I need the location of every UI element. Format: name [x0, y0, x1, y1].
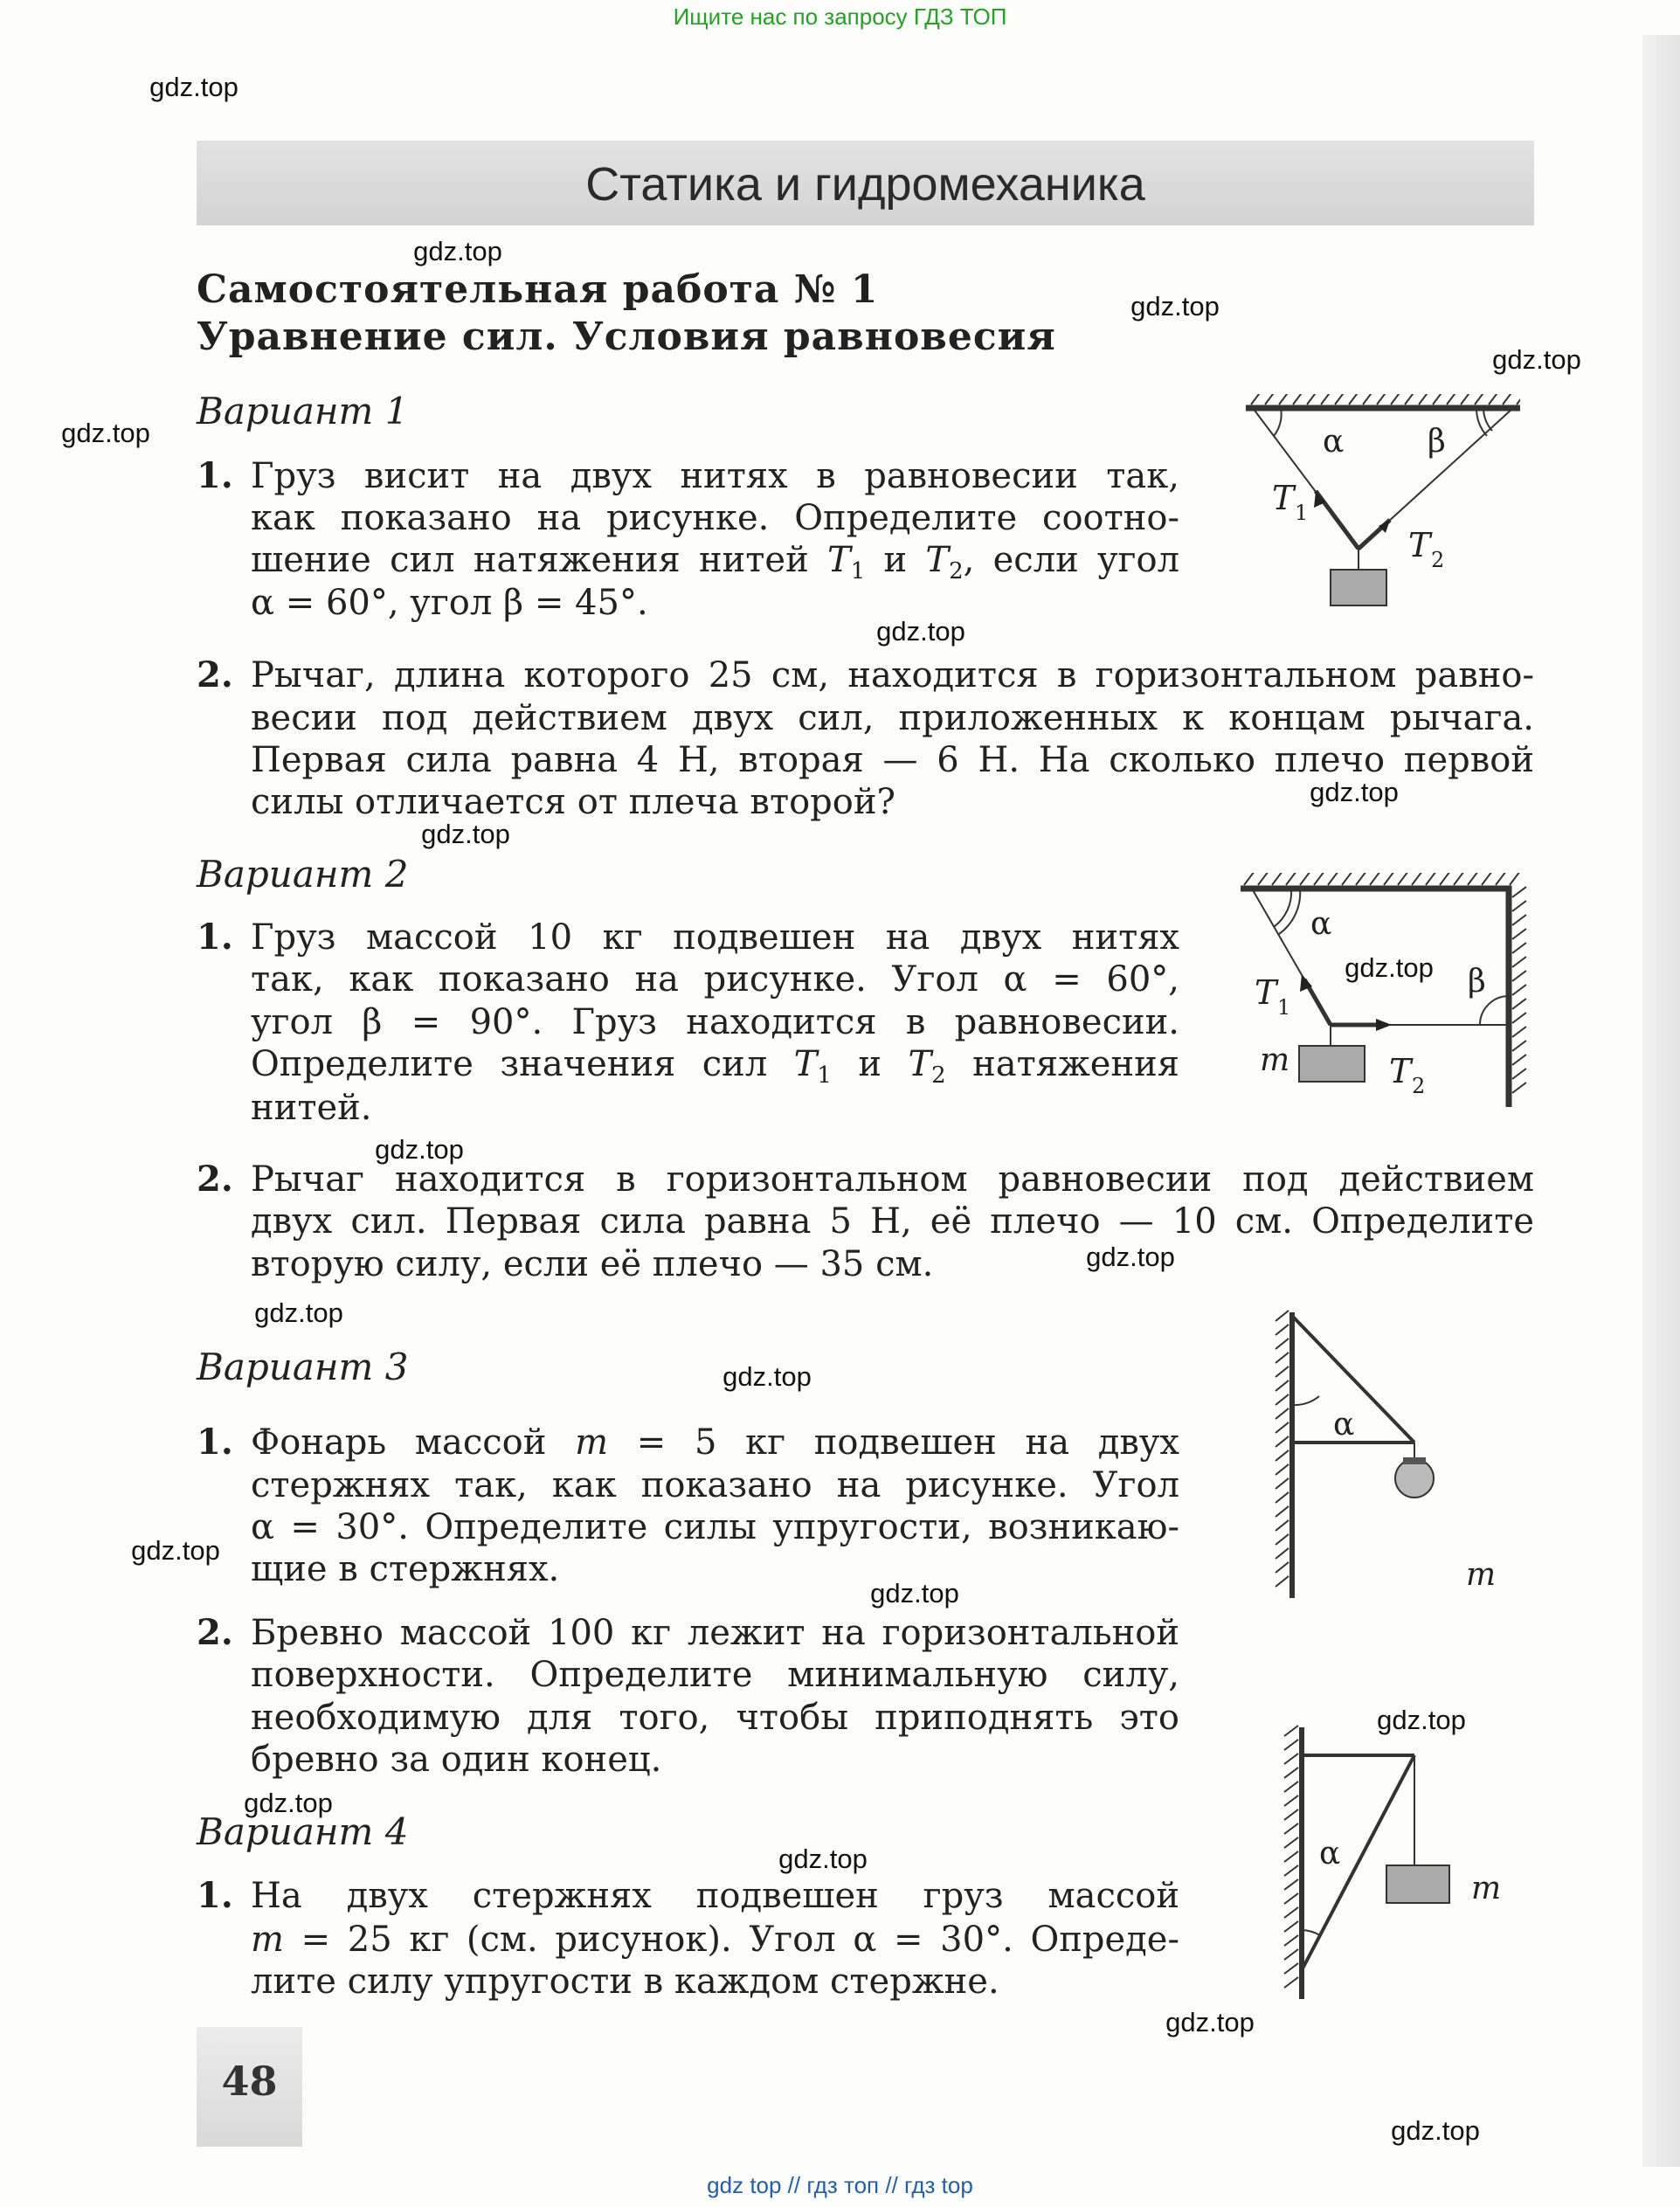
task-text-line — [251, 1739, 1179, 1781]
hatch-mark — [1512, 1055, 1526, 1065]
task-text-line — [251, 1875, 1179, 1917]
math-variable: T — [827, 540, 851, 580]
text-segment: Рычаг, длина которого 25 см, находится в горизонтальном равно- — [251, 655, 1534, 695]
hatch-mark — [1440, 873, 1450, 885]
hatch-mark — [1276, 1408, 1289, 1419]
variant-title: Вариант 4 — [197, 1810, 409, 1853]
text-segment: и — [831, 1044, 909, 1084]
text-segment: нитей. — [251, 1088, 372, 1128]
hatch-mark — [1258, 873, 1269, 885]
hatch-mark — [1512, 957, 1526, 967]
task-text-line — [251, 1464, 1179, 1506]
hatch-mark — [1279, 394, 1289, 405]
hatch-mark — [1496, 873, 1506, 885]
mass-label: m — [1471, 1871, 1502, 1906]
hatch-mark — [1412, 873, 1422, 885]
subscript: 2 — [931, 1062, 946, 1089]
hatch-mark — [1276, 1548, 1289, 1559]
watermark-text: gdz.top — [244, 1788, 333, 1818]
variant-title: Вариант 3 — [197, 1346, 409, 1388]
text-segment: Первая сила равна 4 Н, вторая — 6 Н. На сколько плечо первой — [251, 740, 1534, 780]
watermark-text: gdz.top — [1391, 2115, 1480, 2146]
hatch-mark — [1433, 394, 1443, 405]
t2-label: T — [1389, 1052, 1412, 1090]
footer-links[interactable]: gdz top // гдз топ // гдз top — [707, 2172, 973, 2198]
task-text-line — [251, 1243, 1534, 1285]
text-segment: Груз массой 10 кг подвешен на двух нитях — [251, 917, 1179, 958]
text-segment: шение сил натяжения нитей — [251, 540, 828, 580]
hatch-mark — [1272, 873, 1282, 885]
text-segment: весии под действием двух сил, приложенных к концам рычага. — [251, 698, 1534, 738]
hatch-mark — [1284, 1949, 1298, 1960]
mass-label: m — [1260, 1042, 1290, 1078]
math-variable: m — [575, 1422, 609, 1463]
hatch-mark — [1461, 394, 1471, 405]
watermark-text: gdz.top — [421, 819, 510, 849]
hatch-mark — [1370, 873, 1380, 885]
watermark-text: gdz.top — [722, 1361, 812, 1392]
t1-label: T — [1255, 973, 1277, 1012]
hatch-mark — [1284, 1921, 1298, 1932]
hatch-mark — [1276, 1311, 1289, 1321]
hatch-mark — [1384, 873, 1394, 885]
hatch-mark — [1284, 1879, 1298, 1890]
watermark-text: gdz.top — [1130, 291, 1220, 322]
hatch-mark — [1503, 394, 1513, 405]
watermark-text: gdz.top — [149, 72, 239, 102]
hatch-mark — [1512, 1069, 1526, 1079]
hatch-mark — [1512, 929, 1526, 939]
hatch-mark — [1512, 971, 1526, 981]
hatch-mark — [1405, 394, 1415, 405]
page-number: 48 — [221, 2058, 278, 2105]
watermark-text: gdz.top — [254, 1297, 343, 1328]
hatch-mark — [1510, 873, 1520, 885]
hatch-mark — [1284, 1893, 1298, 1904]
hatch-mark — [1276, 1576, 1289, 1587]
text-segment: На двух стержнях подвешен груз массой — [251, 1876, 1179, 1916]
hatch-mark — [1276, 1325, 1289, 1335]
task-text-line — [251, 1697, 1179, 1739]
hatch-mark — [1276, 1380, 1289, 1391]
math-variable: m — [251, 1920, 284, 1960]
hatch-mark — [1284, 1977, 1298, 1988]
task-text-line — [251, 1654, 1179, 1696]
hatch-mark — [1512, 1013, 1526, 1023]
hatch-mark — [1284, 1837, 1298, 1848]
hatch-mark — [1512, 1027, 1526, 1037]
beta-label: β — [1428, 424, 1446, 460]
task-text-line — [251, 739, 1534, 781]
text-segment: поверхности. Определите минимальную силу, — [251, 1655, 1179, 1695]
task-text-line — [251, 1001, 1179, 1043]
task-text-line — [251, 1200, 1534, 1242]
text-segment: α = 30°. Определите силы упругости, возникаю- — [251, 1507, 1179, 1547]
hatch-mark — [1512, 1083, 1526, 1093]
subscript: 1 — [850, 558, 866, 585]
hatch-mark — [1284, 1726, 1298, 1736]
text-segment: натяжения — [945, 1044, 1179, 1084]
t1-label: T — [1272, 479, 1295, 517]
subscript: 1 — [817, 1062, 832, 1089]
hatch-mark — [1293, 394, 1303, 405]
hatch-mark — [1335, 394, 1345, 405]
text-segment: силы отличается от плеча второй? — [251, 782, 895, 822]
hatch-mark — [1419, 394, 1429, 405]
watermark-text: gdz.top — [778, 1844, 868, 1874]
text-segment: угол β = 90°. Груз находится в равновесии. — [251, 1002, 1179, 1042]
hatch-mark — [1276, 1534, 1289, 1545]
beta-label: β — [1468, 964, 1486, 1000]
hatch-mark — [1512, 887, 1526, 897]
t1-sub: 1 — [1295, 501, 1309, 525]
watermark-text: gdz.top — [1086, 1242, 1175, 1272]
text-segment: , если угол — [963, 540, 1180, 580]
watermark-text: gdz.top — [61, 418, 150, 448]
task-number: 2. — [197, 1612, 233, 1653]
text-segment: щие в стержнях. — [251, 1549, 560, 1589]
hatch-mark — [1328, 873, 1338, 885]
watermark-text: gdz.top — [1310, 777, 1399, 807]
hatch-mark — [1276, 1562, 1289, 1573]
task-text-line — [251, 1506, 1179, 1548]
figure-variant1-two-threads — [1246, 394, 1520, 612]
task-text-line — [251, 1612, 1179, 1654]
text-segment: двух сил. Первая сила равна 5 Н, её плечо — 10 см. Определите — [251, 1201, 1534, 1242]
hatch-mark — [1284, 1768, 1298, 1778]
figure-variant3-lantern — [1274, 1309, 1499, 1598]
text-segment: Фонарь массой — [251, 1422, 576, 1463]
hatch-mark — [1377, 394, 1387, 405]
hatch-mark — [1284, 1935, 1298, 1946]
task-text-line — [251, 582, 1179, 624]
subscript: 2 — [949, 558, 964, 585]
hatch-mark — [1284, 1907, 1298, 1918]
hatch-mark — [1284, 1809, 1298, 1820]
hatch-mark — [1391, 394, 1401, 405]
hatch-mark — [1284, 1782, 1298, 1792]
t2-sub: 2 — [1431, 548, 1445, 572]
hatch-mark — [1342, 873, 1352, 885]
task-number: 1. — [197, 1875, 233, 1916]
hatch-mark — [1363, 394, 1373, 405]
hatch-mark — [1307, 394, 1317, 405]
watermark-text: gdz.top — [876, 616, 965, 647]
search-banner[interactable]: Ищите нас по запросу ГДЗ ТОП — [673, 3, 1007, 30]
work-title: Самостоятельная работа № 1 — [197, 267, 879, 312]
text-segment: так, как показано на рисунке. Угол α = 60°, — [251, 959, 1179, 1000]
hatch-mark — [1512, 1041, 1526, 1051]
task-number: 1. — [197, 917, 233, 958]
hatch-mark — [1454, 873, 1464, 885]
hatch-mark — [1276, 1436, 1289, 1447]
text-segment: необходимую для того, чтобы приподнять это — [251, 1698, 1179, 1738]
hatch-mark — [1276, 1422, 1289, 1433]
task-number: 2. — [197, 1159, 233, 1200]
hatch-mark — [1321, 394, 1331, 405]
text-segment: лите силу упругости в каждом стержне. — [251, 1961, 999, 2002]
watermark-text: gdz.top — [1377, 1705, 1466, 1735]
task-number: 2. — [197, 654, 233, 695]
hatch-mark — [1284, 1754, 1298, 1764]
figure-variant4-bracket — [1281, 1724, 1506, 1999]
hatch-mark — [1512, 901, 1526, 911]
watermark-text: gdz.top — [413, 236, 502, 266]
task-text-line — [251, 1043, 1179, 1089]
hatch-mark — [1512, 943, 1526, 953]
hatch-mark — [1475, 394, 1485, 405]
text-segment: как показано на рисунке. Определите соотно- — [251, 498, 1179, 538]
task-text-line — [251, 455, 1179, 497]
text-segment: Груз висит на двух нитях в равновесии так, — [251, 456, 1179, 496]
hatch-mark — [1276, 1339, 1289, 1349]
hatch-mark — [1300, 873, 1310, 885]
text-segment: бревно за один конец. — [251, 1740, 662, 1780]
hatch-mark — [1284, 1851, 1298, 1862]
work-subtitle: Уравнение сил. Условия равновесия — [197, 315, 1056, 359]
task-text-line — [251, 539, 1180, 585]
hatch-mark — [1489, 394, 1499, 405]
hatch-mark — [1276, 1464, 1289, 1475]
figure-variant2-threads-wall — [1239, 873, 1540, 1117]
hatch-mark — [1276, 1506, 1289, 1517]
variant-title: Вариант 1 — [197, 390, 409, 432]
watermark-text: gdz.top — [870, 1578, 959, 1609]
watermark-text: gdz.top — [1492, 344, 1581, 375]
hatch-mark — [1512, 915, 1526, 925]
hatch-mark — [1512, 999, 1526, 1009]
alpha-label: α — [1333, 1407, 1355, 1443]
task-text-line — [251, 497, 1179, 539]
hatch-mark — [1284, 1795, 1298, 1806]
t1-sub: 1 — [1277, 995, 1291, 1020]
hatch-mark — [1284, 1823, 1298, 1834]
variant-title: Вариант 2 — [197, 853, 409, 896]
text-segment: стержнях так, как показано на рисунке. Угол — [251, 1465, 1179, 1505]
hatch-mark — [1265, 394, 1276, 405]
hatch-mark — [1468, 873, 1478, 885]
hatch-mark — [1447, 394, 1457, 405]
hatch-mark — [1251, 394, 1262, 405]
t2-sub: 2 — [1412, 1074, 1426, 1098]
hatch-mark — [1244, 873, 1255, 885]
hatch-mark — [1356, 873, 1366, 885]
hatch-mark — [1276, 1450, 1289, 1461]
watermark-text: gdz.top — [131, 1535, 220, 1566]
hatch-mark — [1517, 394, 1520, 405]
text-segment: = 25 кг (см. рисунок). Угол α = 30°. Опреде- — [283, 1920, 1179, 1960]
hatch-mark — [1314, 873, 1324, 885]
hatch-mark — [1276, 1478, 1289, 1489]
page-edge-shadow — [1642, 35, 1680, 2167]
task-text-line — [251, 1087, 1179, 1129]
text-segment: α = 60°, угол β = 45°. — [251, 583, 648, 623]
t2-label: T — [1408, 526, 1431, 564]
hatch-mark — [1284, 1740, 1298, 1750]
hatch-mark — [1482, 873, 1492, 885]
task-text-line — [251, 1961, 1179, 2003]
alpha-label: α — [1319, 1836, 1341, 1871]
task-text-line — [251, 654, 1534, 696]
hatch-mark — [1349, 394, 1359, 405]
math-variable: T — [908, 1044, 932, 1084]
hatch-mark — [1276, 1366, 1289, 1377]
task-text-line — [251, 958, 1179, 1000]
task-text-line — [251, 1548, 1179, 1590]
watermark-text: gdz.top — [375, 1134, 464, 1165]
section-title: Статика и гидромеханика — [585, 158, 1145, 211]
mass-label: m — [1466, 1557, 1497, 1593]
math-variable: T — [925, 540, 950, 580]
math-variable: T — [793, 1044, 818, 1084]
hatch-mark — [1276, 1492, 1289, 1503]
task-text-line — [251, 1919, 1179, 1961]
watermark-text: gdz.top — [1345, 952, 1434, 983]
hatch-mark — [1284, 1865, 1298, 1876]
hatch-mark — [1284, 1963, 1298, 1974]
hatch-mark — [1398, 873, 1408, 885]
hatch-mark — [1286, 873, 1296, 885]
text-segment: вторую силу, если её плечо — 35 см. — [251, 1244, 934, 1284]
text-segment: Рычаг находится в горизонтальном равновесии под действием — [251, 1159, 1534, 1200]
hatch-mark — [1276, 1353, 1289, 1363]
task-text-line — [251, 697, 1534, 739]
hatch-mark — [1512, 985, 1526, 995]
alpha-label: α — [1323, 424, 1345, 460]
hatch-mark — [1426, 873, 1436, 885]
alpha-label: α — [1310, 906, 1332, 942]
hatch-mark — [1276, 1394, 1289, 1405]
hatch-mark — [1276, 1520, 1289, 1531]
task-text-line — [251, 917, 1179, 958]
text-segment: Определите значения сил — [251, 1044, 794, 1084]
task-number: 1. — [197, 455, 233, 496]
text-segment: и — [865, 540, 926, 580]
watermark-text: gdz.top — [1165, 2007, 1255, 2037]
task-text-line — [251, 1422, 1179, 1463]
text-segment: = 5 кг подвешен на двух — [608, 1422, 1179, 1463]
text-segment: Бревно массой 100 кг лежит на горизонтальной — [251, 1613, 1179, 1653]
task-number: 1. — [197, 1422, 233, 1463]
